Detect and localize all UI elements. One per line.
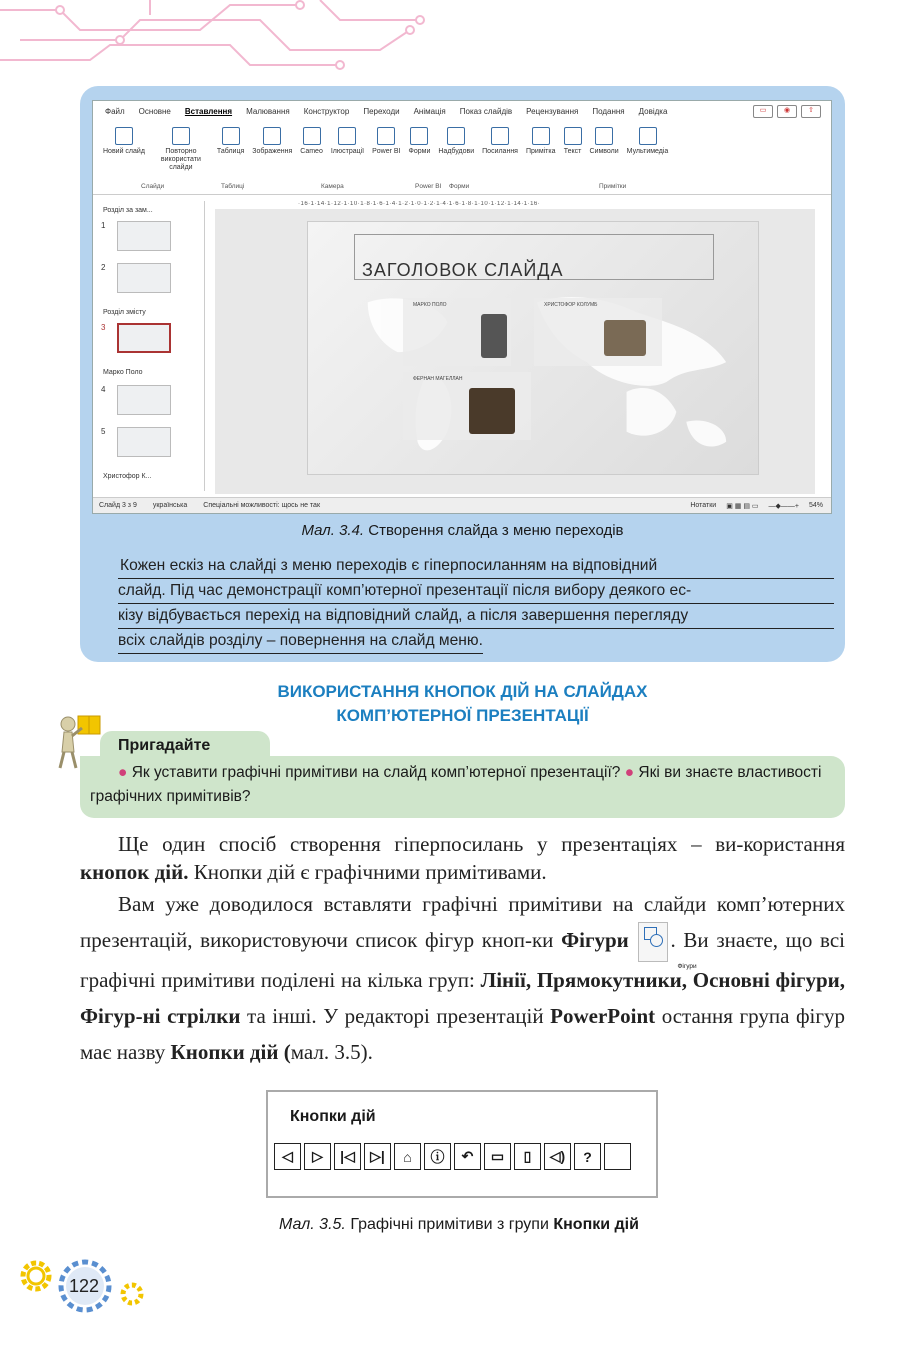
card-caption: ХРИСТОФОР КОЛУМБ <box>544 302 598 308</box>
portrait-image <box>469 388 515 434</box>
new-slide-icon <box>115 127 133 145</box>
sound-action-icon[interactable]: ◁) <box>544 1143 571 1170</box>
slide-thumbnails <box>95 201 205 491</box>
portrait-image <box>604 320 646 356</box>
ribbon-text[interactable] <box>560 123 586 194</box>
slide-editor <box>215 209 815 494</box>
text-span: мал. 3.5). <box>290 1040 373 1065</box>
bold-term: Кнопки дій <box>553 1216 639 1233</box>
menu-bar <box>93 101 831 121</box>
page-number <box>58 1262 110 1314</box>
slide-thumb[interactable] <box>117 263 171 293</box>
menu-item-active[interactable]: Вставлення <box>184 106 233 116</box>
content-card[interactable] <box>534 298 662 366</box>
bold-term: Кнопки дій ( <box>170 1040 291 1065</box>
group-label: Таблиці <box>221 183 245 190</box>
zoom-level[interactable]: 54% <box>808 501 823 509</box>
menu-item[interactable]: Файл <box>105 106 125 116</box>
ribbon-links[interactable] <box>478 123 522 194</box>
end-action-icon[interactable]: ▷| <box>364 1143 391 1170</box>
figure-number: Мал. 3.5. <box>279 1216 346 1233</box>
question: Які ви знаєте властивості графічних примітивів? <box>90 764 822 805</box>
ribbon-label: Символи <box>589 148 619 155</box>
ribbon-label: Примітка <box>525 148 556 155</box>
window-buttons <box>753 105 821 118</box>
panel-paragraph <box>118 554 834 654</box>
addins-icon <box>447 127 465 145</box>
bullet-icon: ● <box>624 764 635 781</box>
slide-thumb-selected[interactable] <box>117 323 171 353</box>
section-heading <box>80 680 845 728</box>
forward-action-icon[interactable]: ▷ <box>304 1143 331 1170</box>
text-span: та інші. У редакторі презентацій <box>240 1004 551 1029</box>
menu-item[interactable]: Малювання <box>246 106 290 116</box>
remember-box <box>80 731 845 819</box>
content-card[interactable] <box>403 298 511 366</box>
omega-icon <box>595 127 613 145</box>
shapes-button-icon <box>638 922 697 971</box>
text-icon <box>564 127 582 145</box>
share-icon[interactable]: ⇧ <box>801 105 821 118</box>
ribbon-powerbi[interactable] <box>368 123 404 194</box>
slide-title: ЗАГОЛОВОК СЛАЙДА <box>362 260 564 280</box>
text-line: Кожен ескіз на слайді з меню переходів є гіперпосиланням на відповідний <box>118 554 834 579</box>
section-label[interactable]: Марко Поло <box>103 369 143 376</box>
slide-canvas[interactable] <box>307 221 759 475</box>
menu-item[interactable]: Рецензування <box>526 106 579 116</box>
notes-button[interactable]: Нотатки <box>690 501 717 509</box>
content-card[interactable] <box>403 372 531 440</box>
figure-caption <box>80 522 845 539</box>
group-label: Слайди <box>141 183 165 190</box>
ribbon-label: Посилання <box>482 148 518 155</box>
image-icon <box>263 127 281 145</box>
ribbon-label: Таблиця <box>216 148 245 155</box>
text-line: кізу відбувається перехід на відповідний слайд, а після завершення перегляду <box>118 604 834 629</box>
comment-icon <box>532 127 550 145</box>
return-action-icon[interactable]: ↶ <box>454 1143 481 1170</box>
portrait-image <box>481 314 507 358</box>
figure-number: Мал. 3.4. <box>301 522 365 539</box>
forms-icon <box>410 127 428 145</box>
custom-action-icon[interactable] <box>604 1143 631 1170</box>
ribbon-label: Cameo <box>300 148 323 155</box>
bullet-icon: ● <box>118 764 128 781</box>
section-label[interactable]: Христофор К... <box>103 473 152 480</box>
remember-questions <box>90 761 838 809</box>
status-bar <box>93 497 831 513</box>
ribbon-label: Форми <box>408 148 431 155</box>
slide-thumb[interactable] <box>117 221 171 251</box>
back-action-icon[interactable]: ◁ <box>274 1143 301 1170</box>
group-label: Камера <box>321 183 344 190</box>
status-language[interactable]: українська <box>152 502 188 509</box>
powerpoint-screenshot <box>92 100 832 514</box>
action-buttons-title: Кнопки дій <box>290 1108 376 1125</box>
menu-item[interactable]: Довідка <box>638 106 668 116</box>
page-number-text: 122 <box>68 1276 100 1296</box>
record-icon[interactable]: ◉ <box>777 105 797 118</box>
slide-number: 5 <box>101 427 106 436</box>
ribbon-images[interactable] <box>248 123 296 194</box>
circuit-decoration <box>0 0 430 75</box>
bold-term: Лінії, Прямокутники, Основні фігури, Фігур-ні стрілки <box>80 968 845 1029</box>
slide-number: 2 <box>101 263 106 272</box>
card-caption: МАРКО ПОЛО <box>413 302 447 308</box>
ribbon-label: Power BI <box>372 148 401 155</box>
status-slide: Слайд 3 з 9 <box>99 502 137 509</box>
question: Як уставити графічні примітиви на слайд комп’ютерної презентації? <box>131 764 621 781</box>
group-label: Power BI <box>415 183 442 190</box>
shapes-icon <box>338 127 356 145</box>
figure-caption-text: Створення слайда з меню переходів <box>368 522 624 539</box>
section-label[interactable]: Розділ за зам... <box>103 207 153 214</box>
remember-title: Пригадайте <box>118 737 211 754</box>
powerbi-icon <box>377 127 395 145</box>
menu-item[interactable]: Показ слайдів <box>459 106 513 116</box>
action-buttons-panel <box>266 1090 658 1198</box>
text-line: слайд. Під час демонстрації комп’ютерної презентації після вибору деякого ес- <box>118 579 834 604</box>
card-caption: ФЕРНАН МАГЕЛЛАН <box>413 376 463 382</box>
menu-item[interactable]: Основне <box>138 106 171 116</box>
table-icon <box>222 127 240 145</box>
paragraph <box>80 830 845 886</box>
video-action-icon[interactable]: ▭ <box>484 1143 511 1170</box>
slide-number: 3 <box>101 323 106 332</box>
information-action-icon[interactable]: ⓘ <box>424 1143 451 1170</box>
help-action-icon[interactable]: ? <box>574 1143 601 1170</box>
heading-line: КОМП’ЮТЕРНОЇ ПРЕЗЕНТАЦІЇ <box>336 706 589 725</box>
bold-term: кнопок дій. <box>80 860 189 884</box>
figure-caption <box>0 1216 918 1234</box>
ribbon-label: Текст <box>563 148 582 155</box>
menu-item[interactable]: Подання <box>592 106 625 116</box>
shapes-button-label: Фігури <box>677 963 697 971</box>
bold-term: PowerPoint <box>550 1004 656 1029</box>
slide-thumb[interactable] <box>117 427 171 457</box>
text-span: Кнопки дій є графічними примітивами. <box>188 860 547 884</box>
document-action-icon[interactable]: ▯ <box>514 1143 541 1170</box>
ribbon-media[interactable] <box>623 123 673 194</box>
ruler: ·16·1·14·1·12·1·10·1·8·1·6·1·4·1·2·1·0·1·2·1·4·1·6·1·8·1·10·1·12·1·14·1·16· <box>298 201 541 207</box>
cameo-icon <box>303 127 321 145</box>
world-map-image <box>308 282 758 472</box>
slide-number: 1 <box>101 221 106 230</box>
speaker-icon <box>639 127 657 145</box>
heading-line: ВИКОРИСТАННЯ КНОПОК ДІЙ НА СЛАЙДАХ <box>277 682 648 701</box>
action-buttons-row <box>274 1143 631 1170</box>
ribbon-label: Повторно використати слайди <box>160 148 201 172</box>
slide-number: 4 <box>101 385 106 394</box>
ribbon-label: Новий слайд <box>103 148 145 155</box>
comment-icon[interactable]: ▭ <box>753 105 773 118</box>
ribbon-label: Зображення <box>252 148 293 155</box>
text-span: Вам уже доводилося вставляти графічні примітиви на слайди комп’ютерних презентацій, використовуючи список фігур кноп-ки <box>80 892 845 952</box>
status-accessibility[interactable]: Спеціальні можливості: щось не так <box>203 502 321 509</box>
menu-item[interactable]: Конструктор <box>303 106 350 116</box>
group-label: Примітки <box>599 183 627 190</box>
menu-item[interactable]: Анімація <box>413 106 446 116</box>
bold-term: Фігури <box>561 928 629 952</box>
reuse-icon <box>172 127 190 145</box>
slide-thumb[interactable] <box>117 385 171 415</box>
section-label[interactable]: Розділ змісту <box>103 309 146 316</box>
figure-panel <box>80 86 845 662</box>
figure-caption-text: Графічні примітиви з групи <box>350 1216 554 1233</box>
text-line: всіх слайдів розділу – повернення на слайд меню. <box>118 629 483 654</box>
text-span: Ще один спосіб створення гіперпосилань у презентаціях – ви-користання <box>118 832 845 856</box>
text-span: . Ви знаєте, що всі графічні примітиви поділені на кілька груп: <box>80 928 845 993</box>
group-label: Форми <box>449 183 470 190</box>
zoom-slider[interactable]: —◆——+ <box>768 502 799 510</box>
ribbon-label: Ілюстрації <box>330 148 365 155</box>
menu-item[interactable]: Переходи <box>363 106 400 116</box>
ribbon-label: Надбудови <box>438 148 475 155</box>
paragraph <box>80 886 845 1070</box>
link-icon <box>491 127 509 145</box>
text-span: остання група фігур має назву <box>80 1004 845 1065</box>
ribbon-comment[interactable] <box>522 123 560 194</box>
beginning-action-icon[interactable]: |◁ <box>334 1143 361 1170</box>
body-text <box>80 830 845 1070</box>
ribbon-label: Мультимедіа <box>626 148 669 155</box>
view-icons[interactable]: ▣ ▦ ▤ ▭ <box>726 502 759 510</box>
home-action-icon[interactable]: ⌂ <box>394 1143 421 1170</box>
